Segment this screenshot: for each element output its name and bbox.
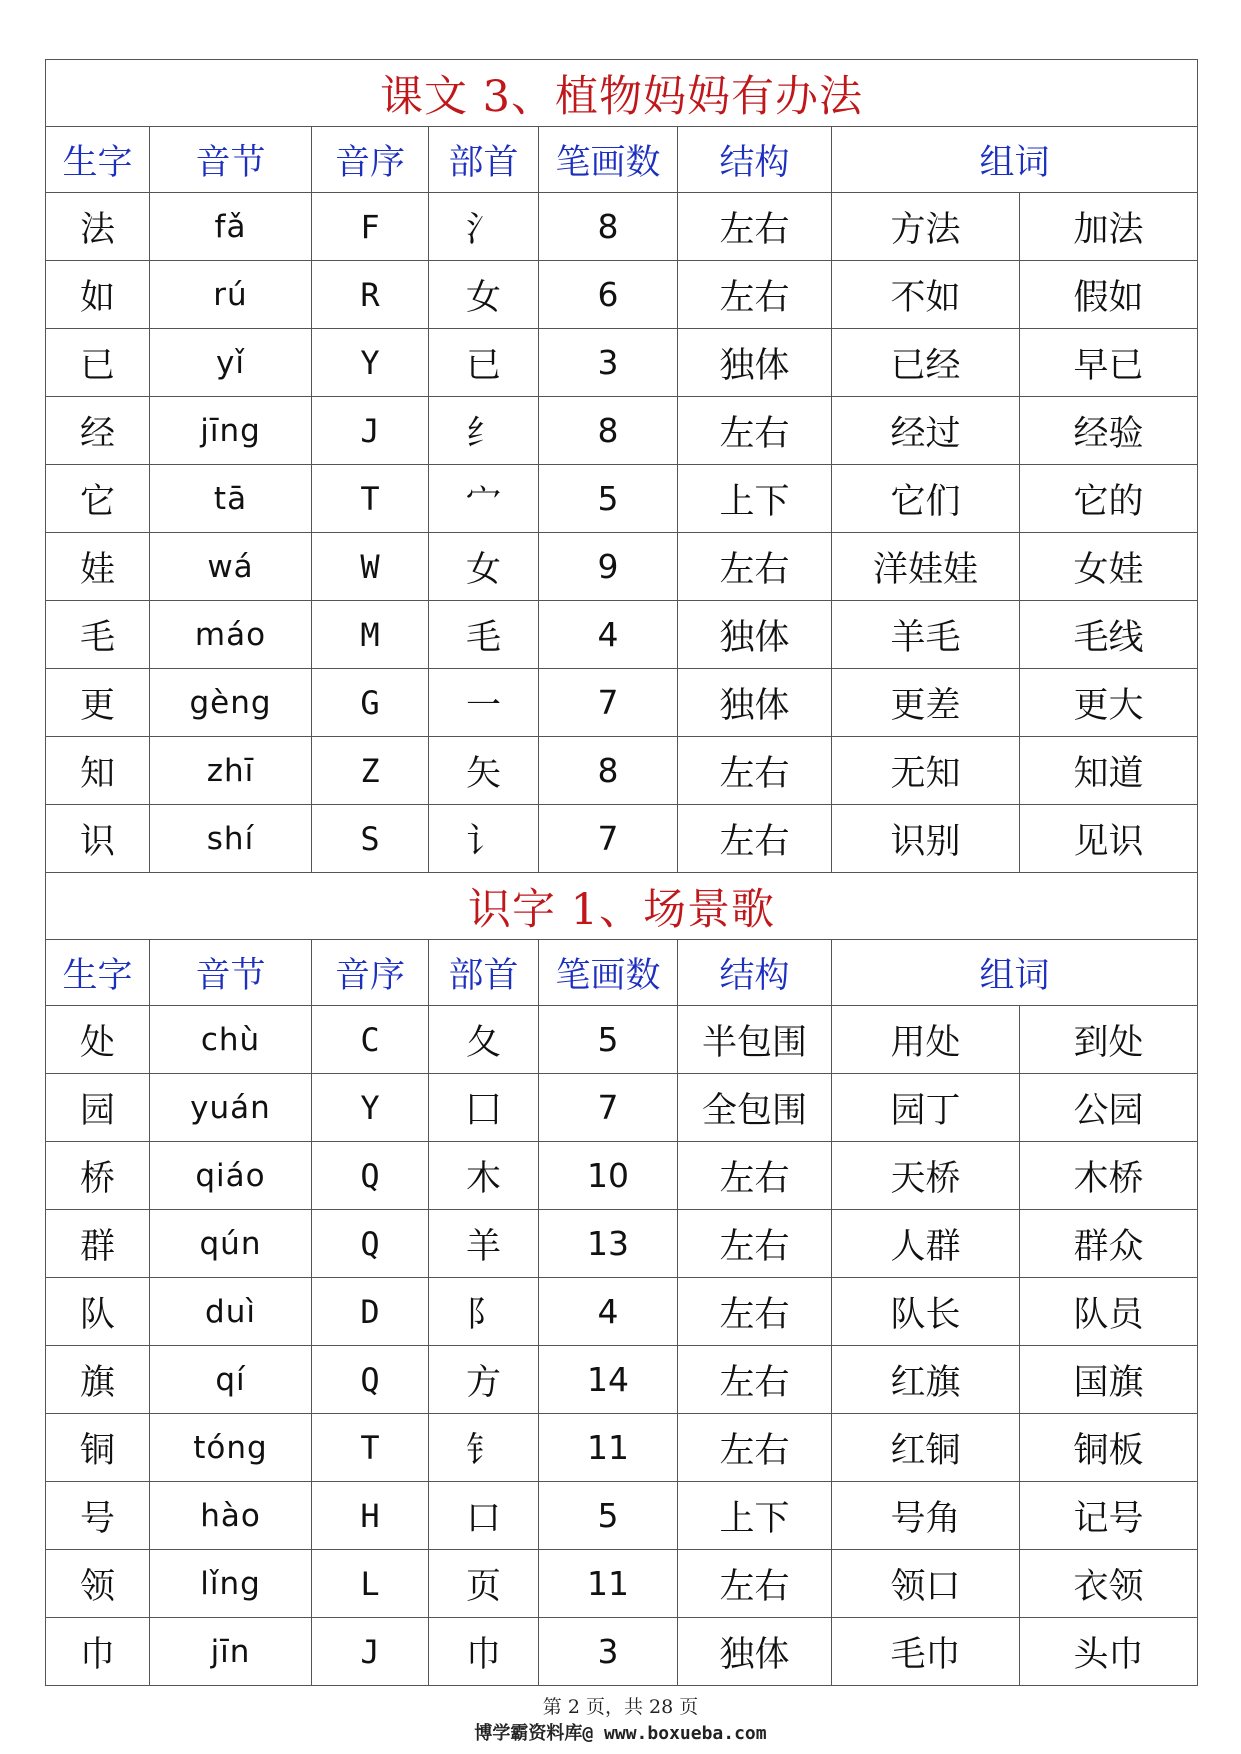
word1-cell: 用处 <box>832 1006 1020 1074</box>
structure-cell: 左右 <box>678 193 832 261</box>
structure-cell: 上下 <box>678 1482 832 1550</box>
char-cell: 巾 <box>46 1618 150 1686</box>
char-cell: 队 <box>46 1278 150 1346</box>
radical-cell: 氵 <box>429 193 539 261</box>
radical-cell: 方 <box>429 1346 539 1414</box>
pinyin-cell: fǎ <box>150 193 312 261</box>
word2-cell: 加法 <box>1020 193 1198 261</box>
pinyin-cell: yǐ <box>150 329 312 397</box>
table-row <box>46 465 1198 533</box>
column-header: 笔画数 <box>539 127 678 193</box>
column-header: 生字 <box>46 127 150 193</box>
char-cell: 桥 <box>46 1142 150 1210</box>
radical-cell: 宀 <box>429 465 539 533</box>
word2-cell: 见识 <box>1020 805 1198 873</box>
word2-cell: 衣领 <box>1020 1550 1198 1618</box>
radical-cell: 巾 <box>429 1618 539 1686</box>
structure-cell: 独体 <box>678 669 832 737</box>
strokes-cell: 13 <box>539 1210 678 1278</box>
column-header: 音节 <box>150 940 312 1006</box>
column-header: 音序 <box>312 940 429 1006</box>
table-row <box>46 1414 1198 1482</box>
section-title-row <box>46 873 1198 940</box>
word1-cell: 号角 <box>832 1482 1020 1550</box>
strokes-cell: 5 <box>539 465 678 533</box>
table-row <box>46 1210 1198 1278</box>
pinyin-cell: máo <box>150 601 312 669</box>
initial-cell: L <box>312 1550 429 1618</box>
header-row <box>46 127 1198 193</box>
word2-cell: 铜板 <box>1020 1414 1198 1482</box>
table-row <box>46 193 1198 261</box>
section-title: 识字 1、场景歌 <box>46 873 1198 940</box>
structure-cell: 独体 <box>678 601 832 669</box>
char-cell: 如 <box>46 261 150 329</box>
table-row <box>46 1006 1198 1074</box>
word1-cell: 毛巾 <box>832 1618 1020 1686</box>
table-row <box>46 1482 1198 1550</box>
strokes-cell: 8 <box>539 397 678 465</box>
initial-cell: J <box>312 1618 429 1686</box>
strokes-cell: 14 <box>539 1346 678 1414</box>
word1-cell: 红旗 <box>832 1346 1020 1414</box>
word2-cell: 知道 <box>1020 737 1198 805</box>
table-row <box>46 329 1198 397</box>
table-row <box>46 601 1198 669</box>
column-header: 部首 <box>429 127 539 193</box>
word1-cell: 红铜 <box>832 1414 1020 1482</box>
strokes-cell: 3 <box>539 329 678 397</box>
strokes-cell: 8 <box>539 193 678 261</box>
table-row <box>46 1142 1198 1210</box>
word2-cell: 它的 <box>1020 465 1198 533</box>
structure-cell: 左右 <box>678 1210 832 1278</box>
word2-cell: 队员 <box>1020 1278 1198 1346</box>
char-cell: 它 <box>46 465 150 533</box>
char-cell: 已 <box>46 329 150 397</box>
char-cell: 法 <box>46 193 150 261</box>
initial-cell: T <box>312 465 429 533</box>
structure-cell: 独体 <box>678 329 832 397</box>
strokes-cell: 11 <box>539 1414 678 1482</box>
strokes-cell: 4 <box>539 601 678 669</box>
radical-cell: 木 <box>429 1142 539 1210</box>
structure-cell: 左右 <box>678 805 832 873</box>
char-cell: 识 <box>46 805 150 873</box>
table-row <box>46 1074 1198 1142</box>
pinyin-cell: qí <box>150 1346 312 1414</box>
word1-cell: 园丁 <box>832 1074 1020 1142</box>
word1-cell: 无知 <box>832 737 1020 805</box>
word1-cell: 天桥 <box>832 1142 1020 1210</box>
char-cell: 群 <box>46 1210 150 1278</box>
section-title-row <box>46 60 1198 127</box>
char-cell: 旗 <box>46 1346 150 1414</box>
column-header: 结构 <box>678 127 832 193</box>
word2-cell: 群众 <box>1020 1210 1198 1278</box>
structure-cell: 左右 <box>678 737 832 805</box>
initial-cell: H <box>312 1482 429 1550</box>
table-row <box>46 1278 1198 1346</box>
strokes-cell: 3 <box>539 1618 678 1686</box>
char-cell: 经 <box>46 397 150 465</box>
initial-cell: C <box>312 1006 429 1074</box>
section-title: 课文 3、植物妈妈有办法 <box>46 60 1198 127</box>
strokes-cell: 10 <box>539 1142 678 1210</box>
radical-cell: 阝 <box>429 1278 539 1346</box>
word2-cell: 国旗 <box>1020 1346 1198 1414</box>
word1-cell: 识别 <box>832 805 1020 873</box>
structure-cell: 左右 <box>678 1142 832 1210</box>
structure-cell: 独体 <box>678 1618 832 1686</box>
table-row <box>46 669 1198 737</box>
vocab-table <box>45 59 1198 1686</box>
char-cell: 知 <box>46 737 150 805</box>
char-cell: 领 <box>46 1550 150 1618</box>
word2-cell: 公园 <box>1020 1074 1198 1142</box>
char-cell: 铜 <box>46 1414 150 1482</box>
structure-cell: 左右 <box>678 1414 832 1482</box>
radical-cell: 羊 <box>429 1210 539 1278</box>
initial-cell: T <box>312 1414 429 1482</box>
table-row <box>46 805 1198 873</box>
word1-cell: 更差 <box>832 669 1020 737</box>
pinyin-cell: wá <box>150 533 312 601</box>
strokes-cell: 5 <box>539 1006 678 1074</box>
radical-cell: 毛 <box>429 601 539 669</box>
char-cell: 娃 <box>46 533 150 601</box>
word2-cell: 毛线 <box>1020 601 1198 669</box>
radical-cell: 女 <box>429 533 539 601</box>
structure-cell: 左右 <box>678 1346 832 1414</box>
structure-cell: 左右 <box>678 1278 832 1346</box>
radical-cell: 纟 <box>429 397 539 465</box>
strokes-cell: 11 <box>539 1550 678 1618</box>
header-row <box>46 940 1198 1006</box>
word1-cell: 已经 <box>832 329 1020 397</box>
initial-cell: J <box>312 397 429 465</box>
word1-cell: 不如 <box>832 261 1020 329</box>
strokes-cell: 6 <box>539 261 678 329</box>
column-header: 生字 <box>46 940 150 1006</box>
structure-cell: 全包围 <box>678 1074 832 1142</box>
pinyin-cell: duì <box>150 1278 312 1346</box>
pinyin-cell: lǐng <box>150 1550 312 1618</box>
table-row <box>46 397 1198 465</box>
strokes-cell: 5 <box>539 1482 678 1550</box>
table-row <box>46 1346 1198 1414</box>
table-row <box>46 737 1198 805</box>
strokes-cell: 8 <box>539 737 678 805</box>
initial-cell: F <box>312 193 429 261</box>
structure-cell: 半包围 <box>678 1006 832 1074</box>
pinyin-cell: shí <box>150 805 312 873</box>
char-cell: 更 <box>46 669 150 737</box>
initial-cell: G <box>312 669 429 737</box>
word1-cell: 经过 <box>832 397 1020 465</box>
word2-cell: 女娃 <box>1020 533 1198 601</box>
strokes-cell: 9 <box>539 533 678 601</box>
site-watermark: 博学霸资料库@ www.boxueba.com <box>474 1723 767 1744</box>
pinyin-cell: qiáo <box>150 1142 312 1210</box>
initial-cell: M <box>312 601 429 669</box>
column-header: 音节 <box>150 127 312 193</box>
char-cell: 号 <box>46 1482 150 1550</box>
word2-cell: 经验 <box>1020 397 1198 465</box>
pinyin-cell: jīng <box>150 397 312 465</box>
column-header: 部首 <box>429 940 539 1006</box>
initial-cell: D <box>312 1278 429 1346</box>
initial-cell: W <box>312 533 429 601</box>
radical-cell: 页 <box>429 1550 539 1618</box>
char-cell: 毛 <box>46 601 150 669</box>
word1-cell: 洋娃娃 <box>832 533 1020 601</box>
word2-cell: 假如 <box>1020 261 1198 329</box>
pinyin-cell: hào <box>150 1482 312 1550</box>
table-row <box>46 1618 1198 1686</box>
table-row <box>46 533 1198 601</box>
pinyin-cell: tóng <box>150 1414 312 1482</box>
structure-cell: 左右 <box>678 397 832 465</box>
initial-cell: Y <box>312 329 429 397</box>
word1-cell: 队长 <box>832 1278 1020 1346</box>
radical-cell: 女 <box>429 261 539 329</box>
table-row <box>46 261 1198 329</box>
column-header: 组词 <box>832 127 1198 193</box>
radical-cell: 讠 <box>429 805 539 873</box>
word2-cell: 更大 <box>1020 669 1198 737</box>
word1-cell: 领口 <box>832 1550 1020 1618</box>
strokes-cell: 7 <box>539 1074 678 1142</box>
pinyin-cell: zhī <box>150 737 312 805</box>
pinyin-cell: rú <box>150 261 312 329</box>
radical-cell: 囗 <box>429 1074 539 1142</box>
table-row <box>46 1550 1198 1618</box>
column-header: 结构 <box>678 940 832 1006</box>
initial-cell: Q <box>312 1142 429 1210</box>
strokes-cell: 7 <box>539 669 678 737</box>
word2-cell: 木桥 <box>1020 1142 1198 1210</box>
initial-cell: Q <box>312 1346 429 1414</box>
pinyin-cell: yuán <box>150 1074 312 1142</box>
radical-cell: 矢 <box>429 737 539 805</box>
char-cell: 处 <box>46 1006 150 1074</box>
pinyin-cell: tā <box>150 465 312 533</box>
pinyin-cell: qún <box>150 1210 312 1278</box>
char-cell: 园 <box>46 1074 150 1142</box>
word1-cell: 羊毛 <box>832 601 1020 669</box>
radical-cell: 钅 <box>429 1414 539 1482</box>
radical-cell: 已 <box>429 329 539 397</box>
pinyin-cell: gèng <box>150 669 312 737</box>
radical-cell: 一 <box>429 669 539 737</box>
column-header: 组词 <box>832 940 1198 1006</box>
structure-cell: 上下 <box>678 465 832 533</box>
initial-cell: R <box>312 261 429 329</box>
structure-cell: 左右 <box>678 533 832 601</box>
column-header: 音序 <box>312 127 429 193</box>
page-number: 第 2 页，共 28 页 <box>542 1696 699 1718</box>
strokes-cell: 7 <box>539 805 678 873</box>
word1-cell: 方法 <box>832 193 1020 261</box>
word1-cell: 人群 <box>832 1210 1020 1278</box>
column-header: 笔画数 <box>539 940 678 1006</box>
word2-cell: 早已 <box>1020 329 1198 397</box>
structure-cell: 左右 <box>678 1550 832 1618</box>
initial-cell: Y <box>312 1074 429 1142</box>
structure-cell: 左右 <box>678 261 832 329</box>
pinyin-cell: chù <box>150 1006 312 1074</box>
word2-cell: 到处 <box>1020 1006 1198 1074</box>
radical-cell: 口 <box>429 1482 539 1550</box>
word2-cell: 记号 <box>1020 1482 1198 1550</box>
radical-cell: 夂 <box>429 1006 539 1074</box>
word2-cell: 头巾 <box>1020 1618 1198 1686</box>
initial-cell: Q <box>312 1210 429 1278</box>
word1-cell: 它们 <box>832 465 1020 533</box>
initial-cell: Z <box>312 737 429 805</box>
initial-cell: S <box>312 805 429 873</box>
pinyin-cell: jīn <box>150 1618 312 1686</box>
strokes-cell: 4 <box>539 1278 678 1346</box>
